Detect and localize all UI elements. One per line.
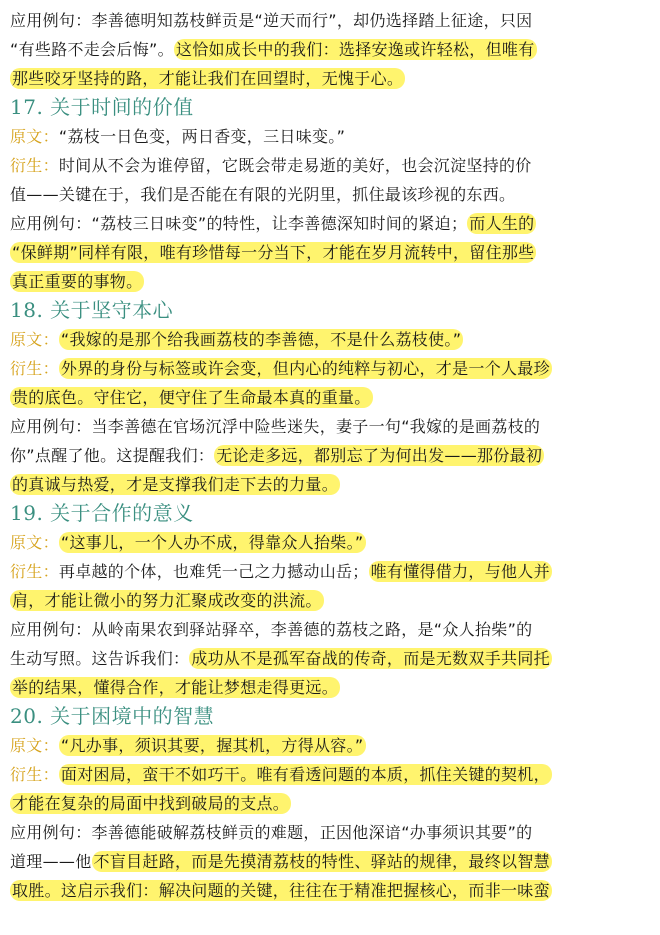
- text-line: [10, 818, 650, 847]
- text-line: [10, 180, 650, 209]
- text-line: [10, 122, 650, 151]
- highlighted-text: 取胜。这启示我们：解决问题的关键，往往在于精准把握核心，而非一味蛮: [12, 881, 550, 900]
- line-text: 应用例句：“荔枝三日味变”的特性，让李善德深知时间的紧迫；: [10, 214, 468, 233]
- line-label: 原文：: [10, 330, 59, 349]
- text-line: [10, 470, 650, 499]
- line-text: 你”点醒了他。这提醒我们：: [10, 446, 215, 465]
- line-label: 衍生：: [10, 359, 59, 378]
- text-line: [10, 760, 650, 789]
- highlighted-text: 这恰如成长中的我们：选择安逸或许轻松，但唯有: [175, 40, 535, 59]
- highlighted-text: “我嫁的是那个给我画荔枝的李善德，不是什么荔枝使。”: [60, 330, 462, 349]
- section-time-value: [10, 93, 650, 296]
- text-line: [10, 615, 650, 644]
- highlighted-text: 真正重要的事物。: [12, 272, 143, 291]
- line-label: 原文：: [10, 127, 59, 146]
- text-line: [10, 412, 650, 441]
- line-label: 原文：: [10, 533, 59, 552]
- text-line: [10, 789, 650, 818]
- text-line: [10, 847, 650, 876]
- line-label: 衍生：: [10, 765, 59, 784]
- text-line: [10, 731, 650, 760]
- highlighted-text: 不盲目赶路，而是先摸清荔枝的特性、驿站的规律，最终以智慧: [93, 852, 550, 871]
- text-line: [10, 441, 650, 470]
- highlighted-text: 外界的身份与标签或许会变，但内心的纯粹与初心，才是一个人最珍: [60, 359, 550, 378]
- highlighted-text: 面对困局，蛮干不如巧干。唯有看透问题的本质，抓住关键的契机，: [60, 765, 550, 784]
- highlighted-text: 才能在复杂的局面中找到破局的支点。: [12, 794, 290, 813]
- text-line: [10, 209, 650, 238]
- text-line: [10, 528, 650, 557]
- line-text: 道理——他: [10, 852, 92, 871]
- highlighted-text: 而人生的: [469, 214, 535, 233]
- text-line: [10, 238, 650, 267]
- section-title: 18. 关于坚守本心: [10, 298, 174, 322]
- section-continuation: [10, 6, 650, 93]
- text-line: [10, 876, 650, 905]
- text-line: [10, 64, 650, 93]
- text-line: [10, 267, 650, 296]
- line-label: 衍生：: [10, 156, 59, 175]
- line-text: 应用例句：从岭南果农到驿站驿卒，李善德的荔枝之路，是“众人抬柴”的: [10, 620, 533, 639]
- highlighted-text: 唯有懂得借力，与他人并: [370, 562, 550, 581]
- highlighted-text: 贵的底色。守住它，便守住了生命最本真的重量。: [12, 388, 371, 407]
- line-text: 应用例句：当李善德在官场沉浮中险些迷失，妻子一句“我嫁的是画荔枝的: [10, 417, 541, 436]
- text-line: [10, 673, 650, 702]
- section-title: 17. 关于时间的价值: [10, 95, 194, 119]
- line-text: 值——关键在于，我们是否能在有限的光阴里，抓住最该珍视的东西。: [10, 185, 516, 204]
- text-line: [10, 586, 650, 615]
- section-title: 19. 关于合作的意义: [10, 501, 194, 525]
- highlighted-text: “这事儿，一个人办不成，得靠众人抬柴。”: [60, 533, 364, 552]
- text-line: [10, 6, 650, 35]
- line-text: “有些路不走会后悔”。: [10, 40, 174, 59]
- highlighted-text: 成功从不是孤军奋战的传奇，而是无数双手共同托: [191, 649, 550, 668]
- line-label: 原文：: [10, 736, 59, 755]
- highlighted-text: “凡办事，须识其要，握其机，方得从容。”: [60, 736, 364, 755]
- line-text: 应用例句：李善德明知荔枝鲜贡是“逆天而行”，却仍选择踏上征途，只因: [10, 11, 533, 30]
- section-title: 20. 关于困境中的智慧: [10, 704, 215, 728]
- line-text: 时间从不会为谁停留，它既会带走易逝的美好，也会沉淀坚持的价: [58, 156, 532, 175]
- line-label: 衍生：: [10, 562, 59, 581]
- text-line: [10, 383, 650, 412]
- highlighted-text: 肩，才能让微小的努力汇聚成改变的洪流。: [12, 591, 322, 610]
- section-wisdom-in-adversity: [10, 702, 650, 905]
- text-line: [10, 557, 650, 586]
- text-line: [10, 35, 650, 64]
- line-text: “荔枝一日色变，两日香变，三日味变。”: [58, 127, 346, 146]
- highlighted-text: 举的结果，懂得合作，才能让梦想走得更远。: [12, 678, 339, 697]
- highlighted-text: 的真诚与热爱，才是支撑我们走下去的力量。: [12, 475, 339, 494]
- text-line: [10, 151, 650, 180]
- text-line: [10, 354, 650, 383]
- line-text: 应用例句：李善德能破解荔枝鲜贡的难题，正因他深谙“办事须识其要”的: [10, 823, 533, 842]
- section-cooperation: [10, 499, 650, 702]
- text-line: [10, 325, 650, 354]
- line-text: 再卓越的个体，也难凭一己之力撼动山岳；: [58, 562, 369, 581]
- highlighted-text: 无论走多远，都别忘了为何出发——那份最初: [216, 446, 543, 465]
- highlighted-text: 那些咬牙坚持的路，才能让我们在回望时，无愧于心。: [12, 69, 404, 88]
- section-stay-true: [10, 296, 650, 499]
- text-line: [10, 644, 650, 673]
- line-text: 生动写照。这告诉我们：: [10, 649, 190, 668]
- highlighted-text: “保鲜期”同样有限，唯有珍惜每一分当下，才能在岁月流转中，留住那些: [12, 243, 535, 262]
